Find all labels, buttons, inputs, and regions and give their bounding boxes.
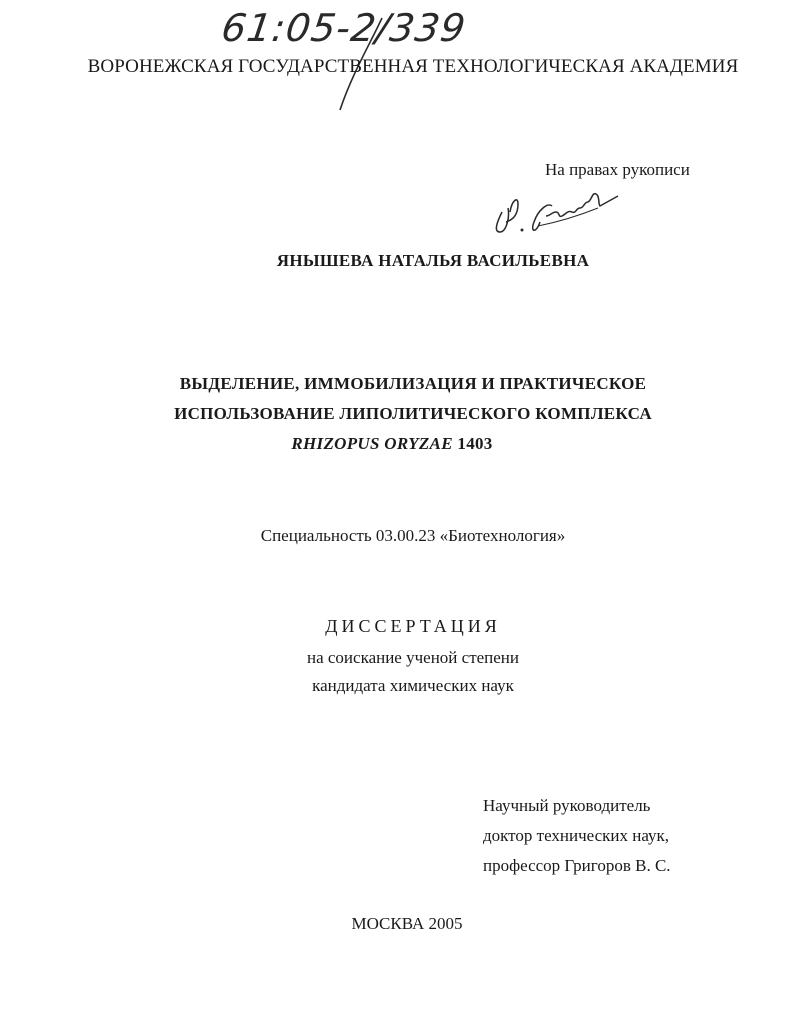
city-year: МОСКВА 2005 [351, 914, 463, 933]
dissertation-title-line-3 [0, 434, 784, 454]
supervisor-name: профессор Григоров В. С. [483, 856, 671, 875]
species-name: RHIZOPUS ORYZAE [291, 434, 453, 453]
degree-line-1: на соискание ученой степени [306, 648, 520, 667]
handwritten-catalog-number: 61:05-2/339 [218, 6, 469, 50]
author-signature [488, 182, 623, 237]
strain-number: 1403 [457, 434, 493, 453]
degree-line-2: кандидата химических наук [312, 676, 514, 695]
dissertation-title-line-2: ИСПОЛЬЗОВАНИЕ ЛИПОЛИТИЧЕСКОГО КОМПЛЕКСА [174, 404, 652, 423]
author-name: ЯНЫШЕВА НАТАЛЬЯ ВАСИЛЬЕВНА [276, 251, 590, 270]
institution-name: ВОРОНЕЖСКАЯ ГОСУДАРСТВЕННАЯ ТЕХНОЛОГИЧЕСКАЯ АКАДЕМИЯ [87, 56, 739, 77]
dissertation-title-line-1: ВЫДЕЛЕНИЕ, ИММОБИЛИЗАЦИЯ И ПРАКТИЧЕСКОЕ [179, 374, 647, 393]
rights-note: На правах рукописи [545, 160, 690, 179]
supervisor-degree: доктор технических наук, [483, 826, 670, 845]
supervisor-role: Научный руководитель [483, 796, 651, 815]
document-type-heading: ДИССЕРТАЦИЯ [325, 616, 501, 636]
specialty-line: Специальность 03.00.23 «Биотехнология» [260, 526, 566, 545]
